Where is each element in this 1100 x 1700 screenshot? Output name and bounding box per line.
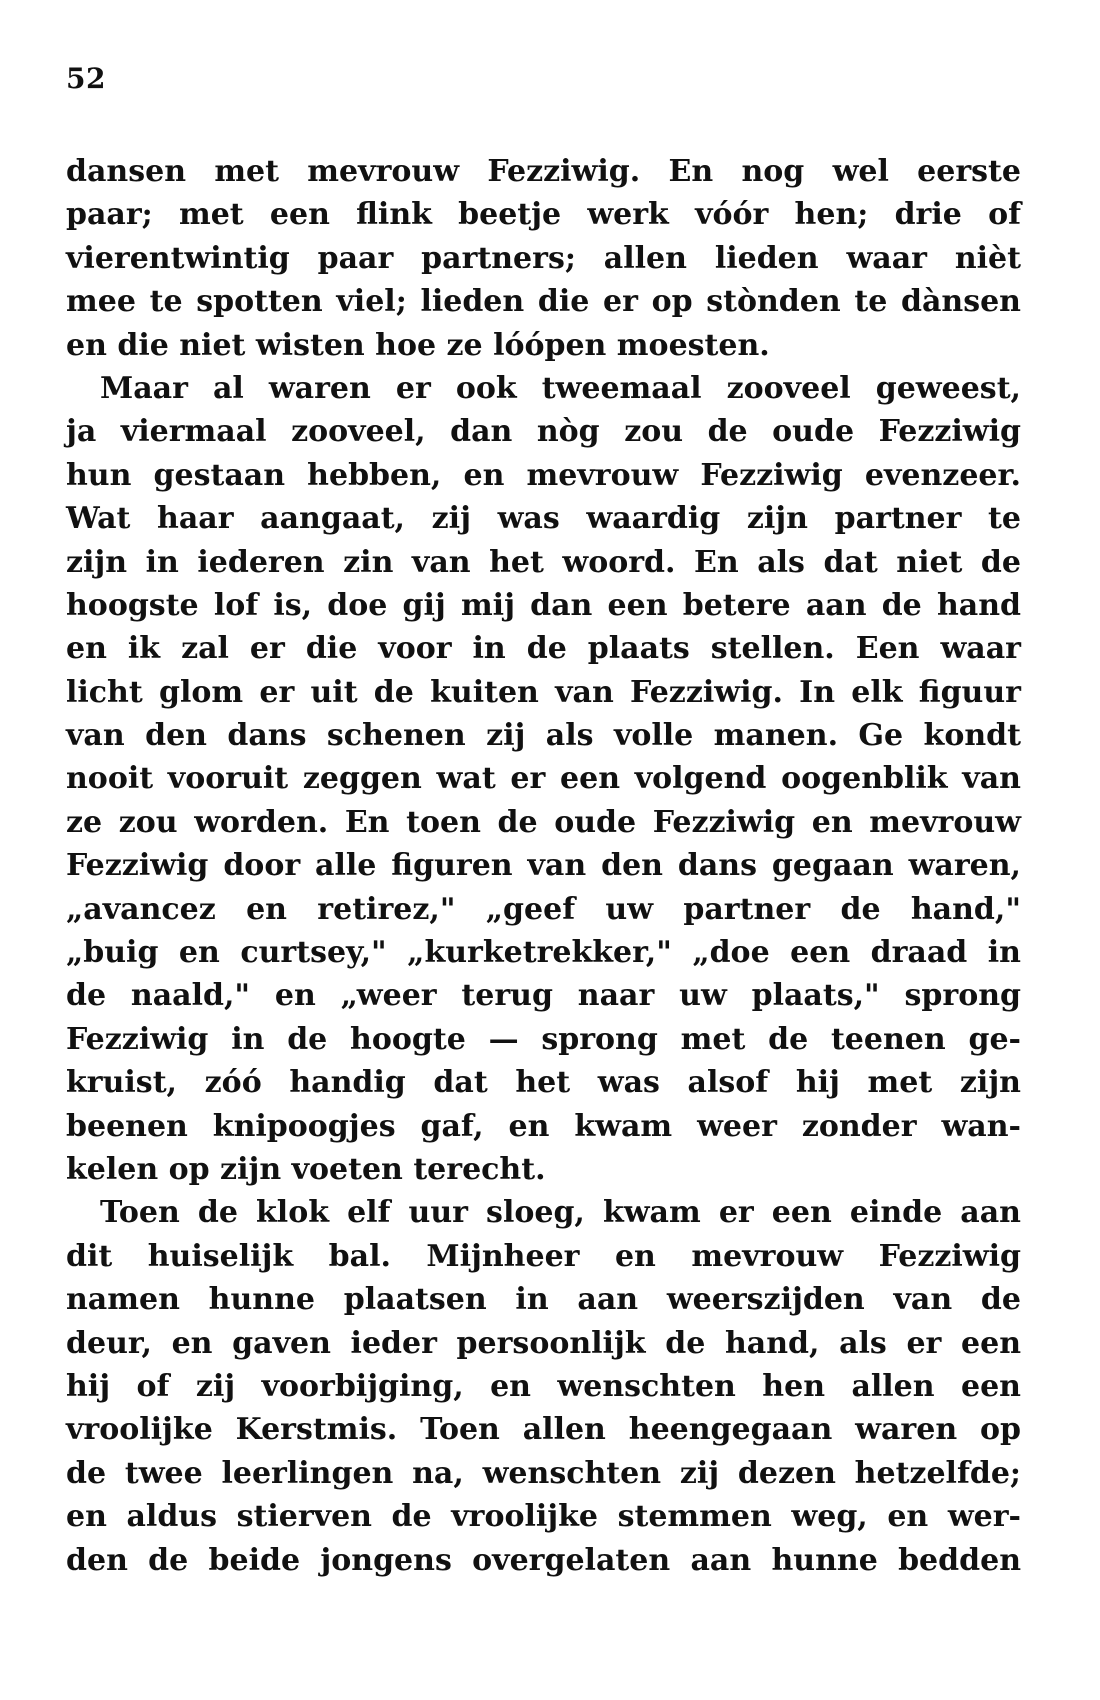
text-line: den de beide jongens overgelaten aan hunne bedden xyxy=(66,1542,1021,1578)
text-line: deur, en gaven ieder persoonlijk de hand, als er een xyxy=(66,1325,1021,1361)
text-line: vroolijke Kerstmis. Toen allen heengegaan waren op xyxy=(66,1412,1021,1448)
text-line: en aldus stierven de vroolijke stemmen weg, en wer- xyxy=(66,1499,1021,1535)
text-line: kelen op zijn voeten terecht. xyxy=(66,1151,546,1187)
text-line: namen hunne plaatsen in aan weerszijden van de xyxy=(66,1282,1021,1318)
text-line: vierentwintig paar partners; allen lieden waar nièt xyxy=(66,240,1021,276)
text-line: paar; met een flink beetje werk vóór hen; drie of xyxy=(66,197,1021,233)
text-line: Fezziwig in de hoogte — sprong met de teenen ge- xyxy=(66,1021,1021,1057)
text-line: Wat haar aangaat, zij was waardig zijn partner te xyxy=(66,501,1021,537)
text-line: hij of zij voorbijging, en wenschten hen allen een xyxy=(66,1368,1021,1404)
text-line: en die niet wisten hoe ze lóópen moesten. xyxy=(66,327,770,363)
text-line: de twee leerlingen na, wenschten zij dezen hetzelfde; xyxy=(66,1455,1021,1491)
text-line: Fezziwig door alle figuren van den dans gegaan waren, xyxy=(66,848,1021,884)
text-line: kruist, zóó handig dat het was alsof hij met zijn xyxy=(66,1065,1021,1101)
text-line: ze zou worden. En toen de oude Fezziwig en mevrouw xyxy=(66,804,1021,840)
text-line: van den dans schenen zij als volle manen. Ge kondt xyxy=(66,718,1021,754)
text-line: en ik zal er die voor in de plaats stellen. Een waar xyxy=(66,631,1021,667)
text-line: dansen met mevrouw Fezziwig. En nog wel eerste xyxy=(66,154,1021,189)
text-line: mee te spotten viel; lieden die er op stònden te dànsen xyxy=(66,284,1021,320)
text-line: hun gestaan hebben, en mevrouw Fezziwig evenzeer. xyxy=(66,457,1021,493)
text-line: nooit vooruit zeggen wat er een volgend oogenblik van xyxy=(66,761,1021,797)
text-line: hoogste lof is, doe gij mij dan een betere aan de hand xyxy=(66,587,1021,623)
text-line: beenen knipoogjes gaf, en kwam weer zonder wan- xyxy=(66,1108,1021,1144)
text-line: „buig en curtsey," „kurketrekker," „doe een draad in xyxy=(66,935,1021,971)
text-line: ja viermaal zooveel, dan nòg zou de oude Fezziwig xyxy=(66,414,1021,450)
text-line: de naald," en „weer terug naar uw plaats," sprong xyxy=(66,978,1021,1014)
page-number: 52 xyxy=(66,62,106,95)
text-line: dit huiselijk bal. Mijnheer en mevrouw Fezziwig xyxy=(66,1238,1021,1274)
text-line: „avancez en retirez," „geef uw partner de hand," xyxy=(66,891,1021,927)
text-line: licht glom er uit de kuiten van Fezziwig. In elk figuur xyxy=(66,674,1021,710)
text-line: zijn in iederen zin van het woord. En als dat niet de xyxy=(66,544,1021,580)
text-line: Toen de klok elf uur sloeg, kwam er een einde aan xyxy=(100,1195,1021,1231)
body-text xyxy=(66,150,1021,1582)
text-line: Maar al waren er ook tweemaal zooveel geweest, xyxy=(100,370,1021,406)
